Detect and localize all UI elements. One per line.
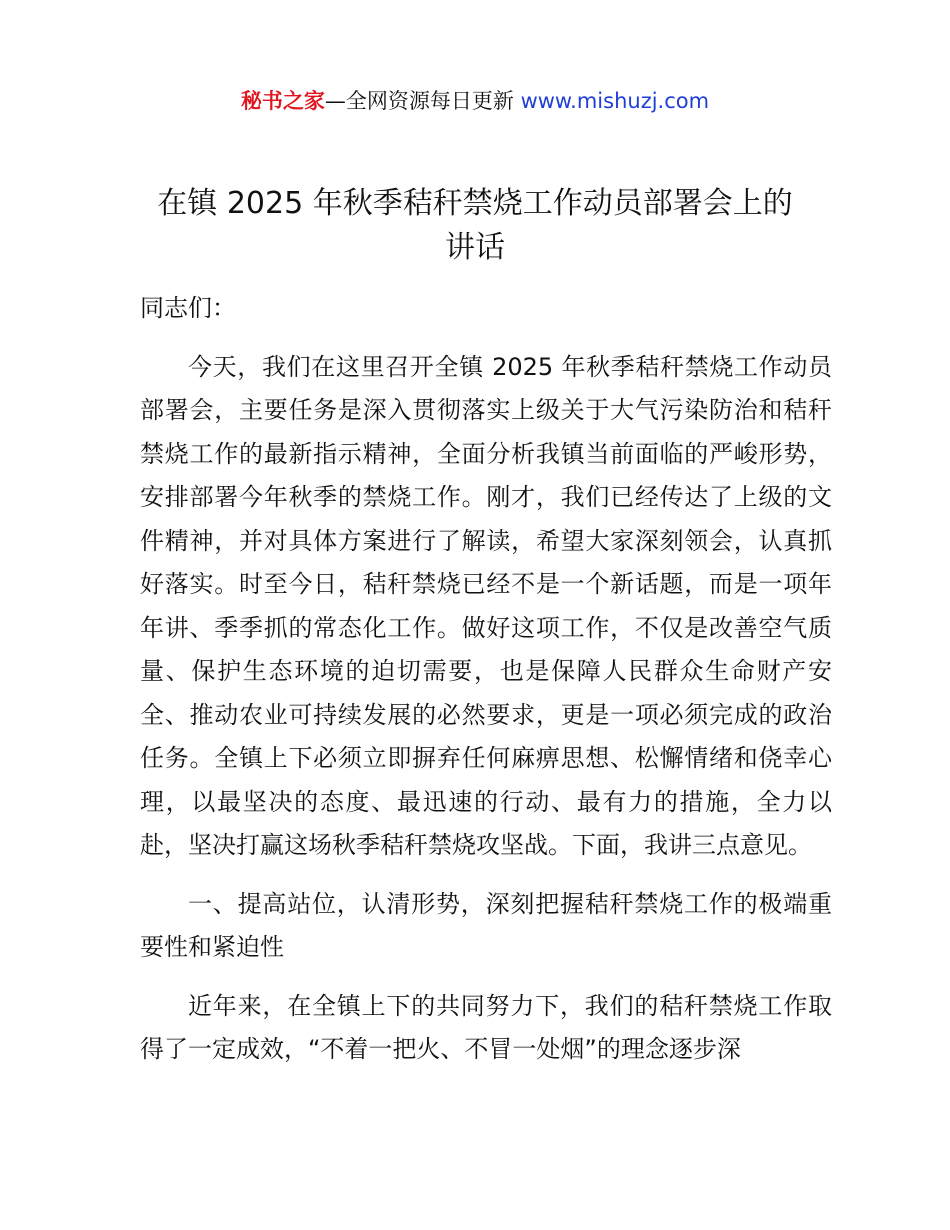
site-url-link[interactable]: www.mishuzj.com bbox=[520, 89, 710, 113]
section-heading-1: 一、提高站位，认清形势，深刻把握秸秆禁烧工作的极端重要性和紧迫性 bbox=[140, 889, 832, 961]
paragraph-section-1: 近年来，在全镇上下的共同努力下，我们的秸秆禁烧工作取得了一定成效，“不着一把火、不冒一处烟”的理念逐步深 bbox=[140, 991, 832, 1063]
document-title bbox=[120, 182, 830, 270]
document-body bbox=[140, 287, 832, 1072]
title-line-1: 在镇 2025 年秋季秸秆禁烧工作动员部署会上的 bbox=[157, 186, 793, 221]
paragraph-opening: 今天，我们在这里召开全镇 2025 年秋季秸秆禁烧工作动员部署会，主要任务是深入贯彻落实上级关于大气污染防治和秸秆禁烧工作的最新指示精神，全面分析我镇当前面临的严峻形势，安排部署今年秋季的禁烧工作。刚才，我们已经传达了上级的文件精神，并对具体方案进行了解读，希望大家深刻领会，认真抓好落实。时至今日，秸秆禁烧已经不是一个新话题，而是一项年年讲、季季抓的常态化工作。做好这项工作，不仅是改善空气质量、保护生态环境的迫切需要，也是保障人民群众生命财产安全、推动农业可持续发展的必然要求，更是一项必须完成的政治任务。全镇上下必须立即摒弃任何麻痹思想、松懈情绪和侥幸心理，以最坚决的态度、最迅速的行动、最有力的措施，全力以赴，坚决打赢这场秋季秸秆禁烧攻坚战。下面，我讲三点意见。 bbox=[140, 352, 832, 859]
title-line-2: 讲话 bbox=[445, 230, 505, 265]
site-header bbox=[0, 86, 950, 116]
brand-name: 秘书之家 bbox=[240, 89, 325, 113]
site-slogan: —全网资源每日更新 bbox=[324, 89, 514, 113]
salutation: 同志们： bbox=[140, 294, 236, 322]
